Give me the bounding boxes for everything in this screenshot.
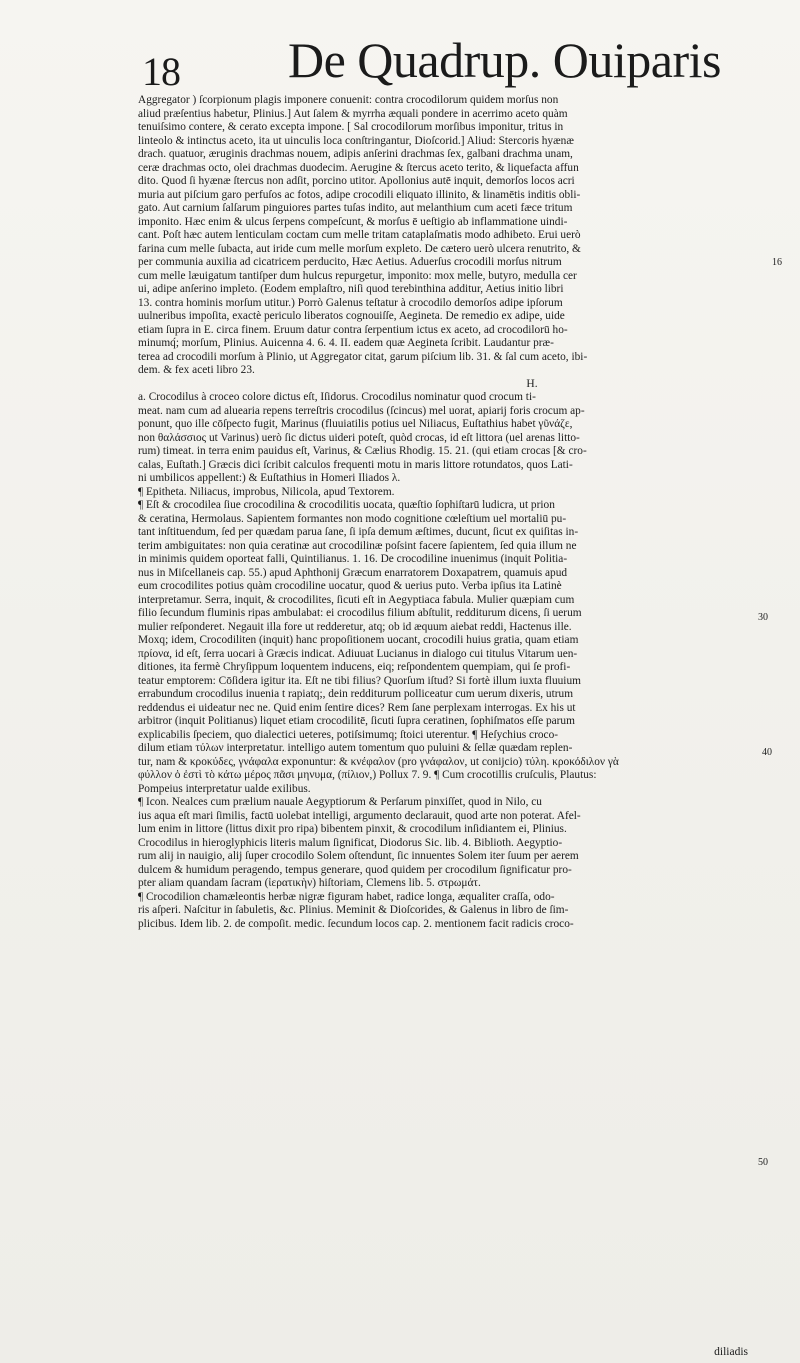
text-line: tenuiſsimo contere, & cerato excepta impone. [ Sal crocodilorum morſibus imponitur, tritus in — [138, 121, 564, 133]
text-line: dito. Quod ſi hyænæ ſtercus non adſit, porcino utitor. Apollonius autē inquit, demorſos locos acri — [138, 175, 575, 187]
margin-note: 30 — [758, 612, 768, 623]
text-line: ¶ Icon. Nealces cum prælium nauale Aegyptiorum & Perſarum pinxiſſet, quod in Nilo, cu — [138, 796, 542, 808]
text-line: reddendus ei uideatur nec ne. Quid enim ſentire dices? Rem ſane perplexam interrogas. Ex his ut — [138, 701, 576, 714]
text-line: dem. & fex aceti libro 23. — [138, 364, 255, 376]
text-line: linteolo & intinctus aceto, ita ut uinculis loca conſtringantur, Dioſcorid.] Aliud: Stercoris hyænæ — [138, 134, 574, 147]
text-line: terim ambiguitates: non quia ceratinæ aut crocodilinæ poſsint facere ſapientem, ſed quia illum ne — [138, 539, 577, 552]
page-number: 18 — [142, 49, 180, 94]
text-line: arbitror (inquit Politianus) liquet etiam crocodilitē, ſicuti ſupra ceratinen, ſophiſmatos eſſe parum — [138, 715, 575, 727]
text-line: mulier reſponderet. Negauit illa fore ut redderetur, atq; ob id æquum aiebat reddi, Hactenus ille. — [138, 620, 572, 633]
text-line: eum crocodilites potius quàm crocodiline uocatur, quod & uerius puto. Verba ipſius ita Latinè — [138, 580, 562, 592]
text-line: ius aqua eſt mari ſimilis, factū uolebat intelligi, argumento declarauit, quod arte non poterat. Afel- — [138, 809, 581, 822]
text-line: ni umbilicos appellent:) & Euſtathius in Homeri Iliados λ. — [138, 472, 401, 484]
body-text — [138, 94, 756, 1359]
text-line: ¶ Eſt & crocodilea ſiue crocodilina & crocodilitis uocata, quæſtio ſophiſtarū ludicra, ut prion — [138, 499, 555, 511]
text-line: cant. Poſt hæc autem lenticulam coctam cum melle tritam cataplaſmatis modo adhibeto. Erui uerò — [138, 229, 581, 241]
text-line: lum enim in littore (littus dixit pro ripa) bibentem pinxit, & crocodilum inſidiantem ei, Plinius. — [138, 823, 567, 835]
paragraph-block-remedies — [138, 94, 756, 378]
text-line: etiam ſupra in E. circa finem. Eruum datur contra ſerpentium ictus ex aceto, ad crocodilorū ho- — [138, 323, 568, 336]
text-line: teatur emptorem: Cōſidera igitur ita. Eſt ne tibi filius? Quorſum iſtud? Si fortè illum iuxta fluuium — [138, 674, 581, 687]
margin-note: 50 — [758, 1157, 768, 1168]
text-line: filio ſecundum fluminis ripas ambulabat: ei crocodilus filium abſtulit, redditurum dicens, ſi uerum — [138, 607, 582, 619]
text-line: ceræ drachmas octo, olei drachmas duodecim. Aerugine & ſtercus aceto terito, & liquefacta affun — [138, 161, 579, 174]
text-line: ditiones, ita fermè Chryſippum loquentem inducens, eiq; reſpondentem quempiam, qui ſe profi- — [138, 661, 571, 673]
text-line: non θαλάσσιος ut Varinus) uerò ſic dictus uideri poteſt, quòd crocas, id eſt littora (uel arenas litto- — [138, 431, 580, 444]
text-line: in minimis quidem oporteat falli, Quintilianus. 1. 16. De crocodiline inuenimus (inquit Politia- — [138, 553, 568, 565]
text-line: πρίονα, id eſt, ſerra uocari à Græcis indicat. Adiuuat Lucianus in dialogo cui titulus Vitarum uen- — [138, 647, 578, 660]
running-title: De Quadrup. Ouiparis — [288, 32, 721, 88]
text-line: errabundum crocodilus inuenia t rapiatq;, dein redditurum polliceatur cum uerum dixeris, utrum — [138, 688, 574, 700]
text-line: farina cum melle ſubacta, aut iride cum melle morſum expleto. De cætero uerò ulcera renutrito, & — [138, 242, 581, 255]
text-line: a. Crocodilus à croceo colore dictus eſt, Iſidorus. Crocodilus nominatur quod crocum ti- — [138, 391, 536, 403]
text-line: tant inſtituendum, ſed per quædam parua ſane, ſi ipſa demum æſtimes, ducunt, ſicut ex quiſitas in- — [138, 526, 579, 538]
text-line: per communia auxilia ad cicatricem perducito, Hæc Aetius. Aduerſus crocodili morſus nitrum — [138, 256, 562, 268]
text-line: cum melle læuigatum tantiſper dum hulcus repurgetur, imponito: mox melle, butyro, medulla cer — [138, 269, 577, 282]
text-line: nus in Miſcellaneis cap. 55.) apud Aphthonij Græcum enarratorem Doxapatrem, quamuis apud — [138, 566, 568, 579]
text-line: Crocodilus in hieroglyphicis literis malum ſignificat, Diodorus Sic. lib. 4. Biblioth. Aegyptio- — [138, 836, 563, 849]
text-line: 13. contra hominis morſum utitur.) Porrò Galenus teſtatur à crocodilo demorſos adipe ipſorum — [138, 296, 563, 309]
text-line: φύλλον ὁ ἐστὶ τὸ κάτω μέρος πᾶσι μηνυμα, (πίλιον,) Pollux 7. 9. ¶ Cum crocotillis cruſculis, Plautus: — [138, 769, 597, 781]
text-line: gato. Aut carnium ſalſarum pinguiores partes tuſas indito, aut melanthium cum aceti fæce tritum — [138, 202, 573, 214]
text-line: Moxq; idem, Crocodiliten (inquit) hanc propoſitionem uocant, crocodili huius gratia, quam etiam — [138, 634, 579, 646]
text-line: minumq́; morſum, Plinius. Auicenna 4. 6. 4. II. eadem quæ Aegineta ſcribit. Laudantur præ- — [138, 337, 554, 349]
text-line: rum) timeat. in terra enim pauidus eſt, Varinus, & Cælius Rhodig. 15. 21. (qui etiam crocas [& cro- — [138, 445, 587, 457]
text-line: ¶ Epitheta. Niliacus, improbus, Nilicola, apud Textorem. — [138, 485, 395, 498]
text-line: ¶ Crocodilion chamæleontis herbæ nigræ figuram habet, radice longa, æqualiter craſſa, odo- — [138, 890, 555, 903]
text-line: pter aliam quandam ſacram (ἱερατικὴν) hiſtoriam, Clemens lib. 5. στρωμάτ. — [138, 877, 481, 889]
text-line: rum alij in nauigio, alij ſuper crocodilo Solem oſtendunt, ſic innuentes Solem iter ſuum per aerem — [138, 850, 579, 862]
text-line: imponito. Hæc enim & ulcus ſerpens compeſcunt, & morſus ē ueſtigio ab inflammatione uindi- — [138, 215, 568, 228]
text-line: ponunt, quo ille cōſpecto fugit, Marinus (fluuiatilis potius uel Niliacus, Euſtathius habet γῦνάζε, — [138, 418, 573, 430]
margin-note: 40 — [762, 747, 772, 758]
text-line: & ceratina, Hermolaus. Sapientem formantes non modo cognitione cœleſtium uel mortaliū pu- — [138, 512, 567, 525]
text-line: Aggregator ) ſcorpionum plagis imponere conuenit: contra crocodilorum quidem morſus non — [138, 94, 559, 106]
text-line: dulcem & humidum peragendo, tempus generare, quod quidem per crocodilum ſignificatur pro- — [138, 863, 572, 876]
text-line: ui, adipe anſerino impleto. (Eodem emplaſtro, niſi quod terebinthina additur, Aetius initio libri — [138, 283, 564, 295]
margin-note: 16 — [772, 257, 782, 268]
text-line: muria aut piſcium garo perfuſos ac fotos, adipe crocodili eliquato illinito, & linamētis inditis obli- — [138, 188, 581, 201]
catchword: diliadis — [714, 1346, 748, 1358]
paragraph-block-philology — [138, 391, 756, 931]
text-line: ris aſperi. Naſcitur in ſabuletis, &c. Plinius. Meminit & Dioſcorides, & Galenus in libro de ſim- — [138, 904, 569, 916]
text-line: dilum etiam τύλων interpretatur. intelligo autem tomentum quo puluini & ſellæ quædam replen- — [138, 742, 573, 754]
text-line: meat. nam cum ad aluearia repens terreſtris crocodilus (ſcincus) mel uorat, apiarij foris crocum ap- — [138, 404, 585, 417]
page-header — [128, 32, 768, 94]
text-line: aliud præſentius habetur, Plinius.] Aut ſalem & myrrha æquali pondere in acerrimo aceto quàm — [138, 107, 568, 120]
text-line: interpretamur. Serra, inquit, & crocodilites, ſicuti eſt in Aegyptiaca fabula. Mulier quæpiam cum — [138, 593, 575, 606]
text-line: Pompeius interpretatur ualde exilibus. — [138, 782, 311, 795]
text-line: tur, nam & κροκύδες, γνάφαλα exponuntur: & κνέφαλον (pro γνάφαλον, ut conijcio) τύλη. κροκόδιλον γὰ — [138, 755, 619, 768]
text-line: drach. quatuor, æruginis drachmas nouem, adipis anſerini drachmas ſex, galbani drachma unam, — [138, 148, 573, 160]
text-line: uulneribus impoſita, exactè periculo liberatos cognouiſſe, Aegineta. De remedio ex adipe, uide — [138, 310, 565, 322]
text-line: calas, Euſtath.] Græcis dici ſcribit calculos frequenti motu in maris littore rotundatos, quos Lati- — [138, 458, 573, 471]
section-heading-h: H. — [526, 377, 538, 390]
text-line: terea ad crocodili morſum à Plinio, ut Aggregator citat, garum piſcium lib. 31. & ſal cum aceto, ibi- — [138, 350, 588, 363]
text-line: plicibus. Idem lib. 2. de compoſit. medic. ſecundum locos cap. 2. mentionem facit radicis croco- — [138, 917, 574, 930]
text-line: explicabilis ſpeciem, quo dialectici ueteres, potiſsimumq; ſtoici uterentur. ¶ Heſychius croco- — [138, 728, 559, 741]
